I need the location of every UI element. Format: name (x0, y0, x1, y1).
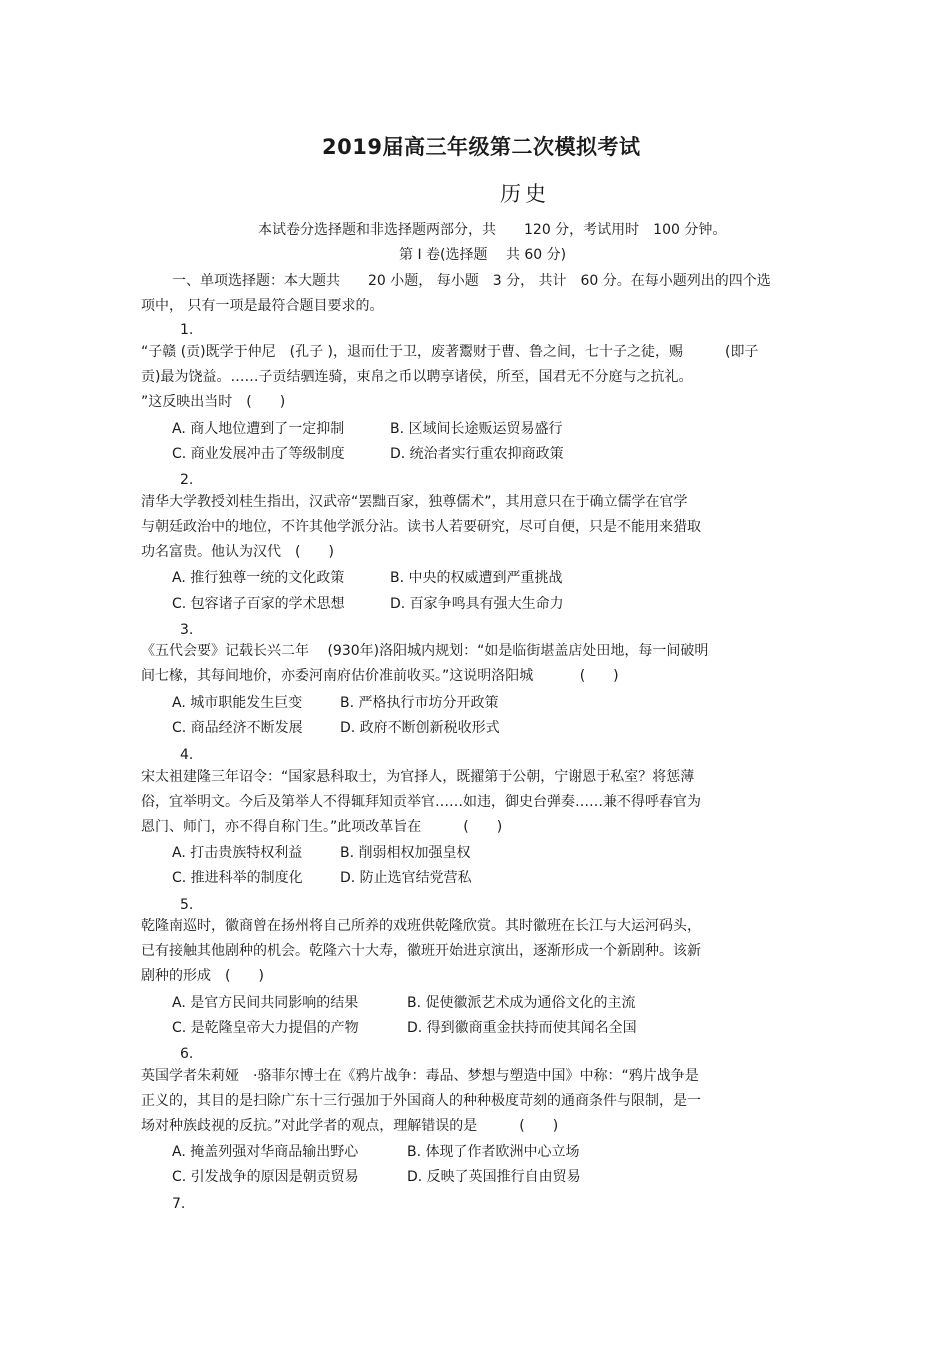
option-row (172, 566, 563, 591)
exam-info: 本试卷分选择题和非选择题两部分，共 120 分，考试用时 100 分钟。 (258, 222, 727, 238)
question-line: 英国学者朱莉娅 ·骆菲尔博士在《鸦片战争：毒品、梦想与塑造中国》中称：“鸦片战争是 (141, 1068, 699, 1084)
question-line: 贡)最为饶益。……子贡结驷连骑，束帛之币以聘享诸侯，所至，国君无不分庭与之抗礼。 (141, 369, 693, 385)
option-c[interactable]: C. 商业发展冲击了等级制度 (172, 446, 345, 462)
option-c[interactable]: C. 商品经济不断发展 (172, 720, 303, 736)
question-stem (141, 639, 821, 689)
question-line: 场对种族歧视的反抗。”对此学者的观点，理解错误的是 ( ) (141, 1118, 559, 1134)
question-line: 宋太祖建隆三年诏令：“国家悬科取士，为官择人，既擢第于公朝，宁谢恩于私室？将惩薄 (141, 769, 695, 785)
question-line: 功名富贵。他认为汉代 ( ) (141, 544, 334, 560)
exam-title: 2019届高三年级第二次模拟考试 (322, 135, 641, 159)
question-stem (141, 914, 821, 989)
option-a[interactable]: A. 城市职能发生巨变 (172, 695, 303, 711)
option-d[interactable]: D. 得到徽商重金扶持而使其闻名全国 (407, 1020, 637, 1036)
option-row (172, 417, 563, 442)
question-stem (141, 340, 821, 415)
option-b[interactable]: B. 区域间长途贩运贸易盛行 (390, 421, 563, 437)
question-stem (141, 765, 821, 840)
option-b[interactable]: B. 中央的权威遭到严重挑战 (390, 570, 563, 586)
option-a[interactable]: A. 打击贵族特权利益 (172, 845, 303, 861)
question-line: 俗，宜举明文。今后及第举人不得辄拜知贡举官……如违，御史台弹奏……兼不得呼春官为 (141, 794, 701, 810)
option-a[interactable]: A. 推行独尊一统的文化政策 (172, 570, 345, 586)
instructions-line-1: 一、单项选择题：本大题共 20 小题， 每小题 3 分， 共计 60 分。在每小题列出的四个选 (172, 273, 771, 289)
option-d[interactable]: D. 防止选官结党营私 (340, 870, 472, 886)
question-line: 乾隆南巡时，徽商曾在扬州将自己所养的戏班供乾隆欣赏。其时徽班在长江与大运河码头， (141, 918, 701, 934)
question-line: 清华大学教授刘桂生指出，汉武帝“罢黜百家，独尊儒术”，其用意只在于确立儒学在官学 (141, 494, 688, 510)
question-number: 3. (180, 622, 194, 638)
option-d[interactable]: D. 政府不断创新税收形式 (340, 720, 500, 736)
option-a[interactable]: A. 商人地位遭到了一定抑制 (172, 421, 345, 437)
question-line: 恩门、师门，亦不得自称门生。”此项改革旨在 ( ) (141, 819, 503, 835)
option-d[interactable]: D. 统治者实行重农抑商政策 (390, 446, 564, 462)
option-c[interactable]: C. 是乾隆皇帝大力提倡的产物 (172, 1020, 359, 1036)
question-number: 1. (180, 322, 194, 338)
option-row (172, 841, 471, 866)
question-line: 间七椽，其每间地价，亦委河南府估价准前收买。”这说明洛阳城 ( ) (141, 668, 619, 684)
instructions-line-2: 项中， 只有一项是最符合题目要求的。 (141, 298, 384, 314)
question-line: ”这反映出当时 ( ) (141, 394, 286, 410)
option-row (172, 716, 500, 741)
option-row (172, 592, 564, 617)
question-number: 5. (180, 897, 194, 913)
option-d[interactable]: D. 反映了英国推行自由贸易 (407, 1169, 581, 1185)
option-c[interactable]: C. 包容诸子百家的学术思想 (172, 596, 345, 612)
option-row (172, 1165, 581, 1190)
option-row (172, 691, 499, 716)
option-b[interactable]: B. 体现了作者欧洲中心立场 (407, 1144, 580, 1160)
question-stem (141, 1064, 821, 1139)
section-heading: 第 Ⅰ 卷(选择题 共 60 分) (399, 247, 567, 263)
subject-title: 历史 (500, 182, 550, 206)
question-line: 《五代会要》记载长兴二年 (930年)洛阳城内规划：“如是临街堪盖店处田地，每一间破明 (141, 643, 709, 659)
question-number: 4. (180, 747, 194, 763)
option-d[interactable]: D. 百家争鸣具有强大生命力 (390, 596, 564, 612)
option-row (172, 442, 564, 467)
question-line: 已有接触其他剧种的机会。乾隆六十大寿，徽班开始进京演出，逐渐形成一个新剧种。该新 (141, 943, 701, 959)
option-b[interactable]: B. 削弱相权加强皇权 (340, 845, 471, 861)
option-b[interactable]: B. 严格执行市坊分开政策 (340, 695, 499, 711)
option-c[interactable]: C. 推进科举的制度化 (172, 870, 303, 886)
option-a[interactable]: A. 掩盖列强对华商品输出野心 (172, 1144, 359, 1160)
option-row (172, 1140, 580, 1165)
question-number: 2. (180, 472, 194, 488)
question-line: “子赣 (贡)既学于仲尼 (孔子 )，退而仕于卫，废著鬻财于曹、鲁之间，七十子之徒，赐 (即子 (141, 344, 759, 360)
option-b[interactable]: B. 促使徽派艺术成为通俗文化的主流 (407, 995, 636, 1011)
question-line: 剧种的形成 ( ) (141, 968, 264, 984)
option-row (172, 1016, 637, 1041)
question-line: 与朝廷政治中的地位，不许其他学派分沾。读书人若要研究，尽可自便，只是不能用来猎取 (141, 519, 701, 535)
question-stem (141, 490, 821, 565)
question-number: 6. (180, 1046, 194, 1062)
option-a[interactable]: A. 是官方民间共同影响的结果 (172, 995, 359, 1011)
option-row (172, 866, 472, 891)
option-row (172, 991, 636, 1016)
question-number: 7. (172, 1196, 186, 1212)
question-line: 正义的，其目的是扫除广东十三行强加于外国商人的种种极度苛刻的通商条件与限制，是一 (141, 1093, 701, 1109)
option-c[interactable]: C. 引发战争的原因是朝贡贸易 (172, 1169, 359, 1185)
